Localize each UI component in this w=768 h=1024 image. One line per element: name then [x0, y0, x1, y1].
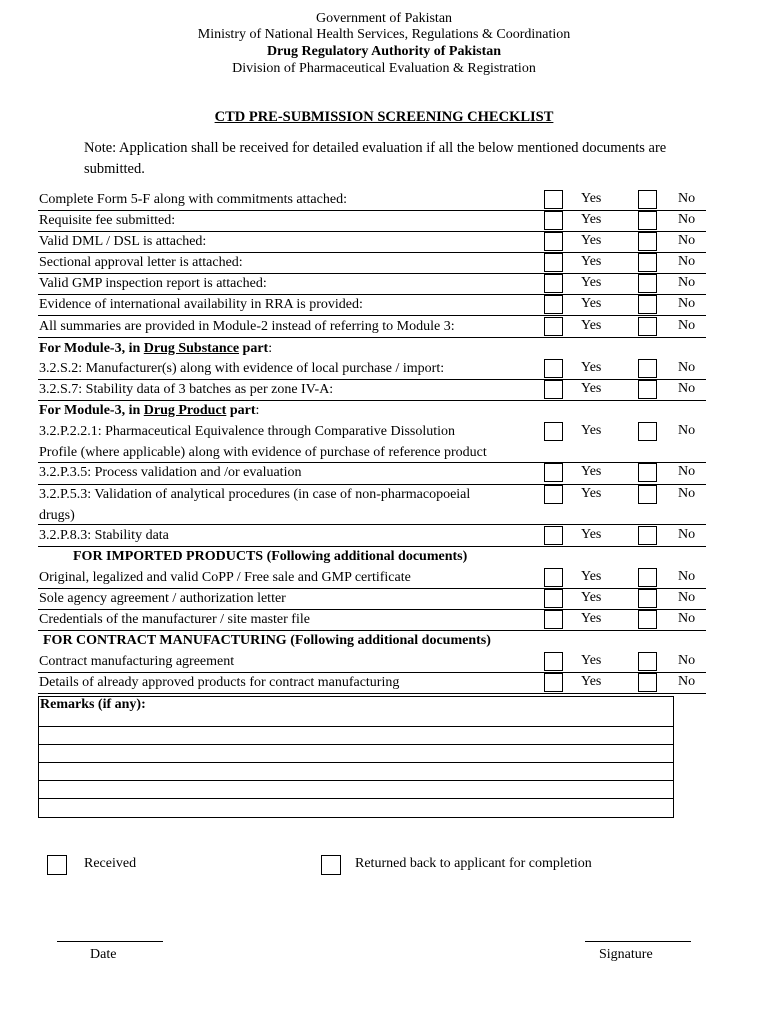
- returned-checkbox[interactable]: [321, 855, 341, 875]
- no-checkbox[interactable]: [638, 274, 657, 293]
- no-label: No: [678, 423, 696, 438]
- returned-label: Returned back to applicant for completion: [355, 856, 592, 871]
- yes-checkbox[interactable]: [544, 359, 563, 378]
- remarks-box[interactable]: [38, 696, 674, 818]
- yes-checkbox[interactable]: [544, 253, 563, 272]
- header-division: Division of Pharmaceutical Evaluation & Registration: [232, 61, 536, 76]
- remarks-label: Remarks (if any):: [40, 697, 146, 712]
- no-checkbox[interactable]: [638, 610, 657, 629]
- item-label-line1: 3.2.P.5.3: Validation of analytical procedures (in case of non-pharmacopoeial: [39, 487, 471, 502]
- item-label: All summaries are provided in Module-2 instead of referring to Module 3:: [39, 319, 455, 334]
- no-label: No: [678, 212, 696, 227]
- yes-checkbox[interactable]: [544, 317, 563, 336]
- remarks-line: [39, 726, 673, 727]
- row-divider: [38, 400, 706, 401]
- yes-checkbox[interactable]: [544, 526, 563, 545]
- yes-label: Yes: [581, 653, 602, 668]
- yes-label: Yes: [581, 296, 602, 311]
- item-label: Complete Form 5-F along with commitments attached:: [39, 192, 347, 207]
- no-label: No: [678, 590, 696, 605]
- row-divider: [38, 524, 706, 525]
- yes-label: Yes: [581, 674, 602, 689]
- section-suffix: part: [239, 341, 269, 356]
- item-label: Details of already approved products for contract manufacturing: [39, 675, 400, 690]
- yes-label: Yes: [581, 254, 602, 269]
- row-divider: [38, 546, 706, 547]
- item-label: Valid DML / DSL is attached:: [39, 234, 207, 249]
- yes-checkbox[interactable]: [544, 190, 563, 209]
- section-colon: :: [268, 341, 273, 356]
- signature-line: [585, 941, 691, 942]
- remarks-line: [39, 780, 673, 781]
- remarks-line: [39, 798, 673, 799]
- no-checkbox[interactable]: [638, 380, 657, 399]
- yes-checkbox[interactable]: [544, 274, 563, 293]
- yes-label: Yes: [581, 464, 602, 479]
- yes-checkbox[interactable]: [544, 211, 563, 230]
- yes-checkbox[interactable]: [544, 652, 563, 671]
- row-divider: [38, 630, 706, 631]
- yes-label: Yes: [581, 590, 602, 605]
- yes-label: Yes: [581, 191, 602, 206]
- no-label: No: [678, 569, 696, 584]
- row-divider: [38, 609, 706, 610]
- item-label: 3.2.S.2: Manufacturer(s) along with evidence of local purchase / import:: [39, 361, 445, 376]
- row-divider: [38, 693, 706, 694]
- no-checkbox[interactable]: [638, 589, 657, 608]
- no-label: No: [678, 486, 696, 501]
- no-label: No: [678, 296, 696, 311]
- item-label: Requisite fee submitted:: [39, 213, 176, 228]
- no-checkbox[interactable]: [638, 359, 657, 378]
- date-label: Date: [90, 947, 117, 962]
- section-prefix: For Module-3, in: [39, 403, 144, 418]
- yes-checkbox[interactable]: [544, 673, 563, 692]
- item-label: [39, 421, 559, 463]
- no-checkbox[interactable]: [638, 211, 657, 230]
- no-label: No: [678, 318, 696, 333]
- item-label: Evidence of international availability in RRA is provided:: [39, 297, 363, 312]
- yes-label: Yes: [581, 527, 602, 542]
- yes-checkbox[interactable]: [544, 610, 563, 629]
- row-divider: [38, 462, 706, 463]
- remarks-line: [39, 762, 673, 763]
- item-label: Sectional approval letter is attached:: [39, 255, 243, 270]
- yes-label: Yes: [581, 381, 602, 396]
- no-label: No: [678, 275, 696, 290]
- no-label: No: [678, 464, 696, 479]
- no-label: No: [678, 653, 696, 668]
- no-checkbox[interactable]: [638, 317, 657, 336]
- item-label: 3.2.S.7: Stability data of 3 batches as per zone IV-A:: [39, 382, 334, 397]
- item-label: [39, 484, 559, 526]
- no-label: No: [678, 360, 696, 375]
- yes-label: Yes: [581, 275, 602, 290]
- received-checkbox[interactable]: [47, 855, 67, 875]
- no-checkbox[interactable]: [638, 190, 657, 209]
- yes-label: Yes: [581, 360, 602, 375]
- no-checkbox[interactable]: [638, 253, 657, 272]
- section-underlined: Drug Product: [143, 403, 227, 418]
- section-suffix: part: [226, 403, 256, 418]
- no-checkbox[interactable]: [638, 295, 657, 314]
- no-checkbox[interactable]: [638, 673, 657, 692]
- yes-checkbox[interactable]: [544, 422, 563, 441]
- yes-label: Yes: [581, 233, 602, 248]
- item-label: Valid GMP inspection report is attached:: [39, 276, 267, 291]
- no-checkbox[interactable]: [638, 652, 657, 671]
- no-label: No: [678, 611, 696, 626]
- item-label: Sole agency agreement / authorization letter: [39, 591, 286, 606]
- row-divider: [38, 231, 706, 232]
- yes-label: Yes: [581, 318, 602, 333]
- row-divider: [38, 315, 706, 316]
- row-divider: [38, 210, 706, 211]
- yes-checkbox[interactable]: [544, 589, 563, 608]
- item-label-line2: Profile (where applicable) along with evidence of purchase of reference product: [39, 445, 487, 460]
- remarks-line: [39, 744, 673, 745]
- item-label: 3.2.P.8.3: Stability data: [39, 528, 169, 543]
- header-government: Government of Pakistan: [315, 11, 453, 26]
- section-prefix: For Module-3, in: [39, 341, 144, 356]
- yes-checkbox[interactable]: [544, 568, 563, 587]
- item-label-line1: 3.2.P.2.2.1: Pharmaceutical Equivalence through Comparative Dissolution: [39, 424, 456, 439]
- no-checkbox[interactable]: [638, 232, 657, 251]
- yes-label: Yes: [581, 486, 602, 501]
- no-checkbox[interactable]: [638, 463, 657, 482]
- yes-label: Yes: [581, 569, 602, 584]
- no-label: No: [678, 381, 696, 396]
- yes-checkbox[interactable]: [544, 295, 563, 314]
- received-label: Received: [84, 856, 137, 871]
- yes-checkbox[interactable]: [544, 463, 563, 482]
- document-title: CTD PRE-SUBMISSION SCREENING CHECKLIST: [214, 109, 554, 125]
- item-label: Original, legalized and valid CoPP / Free sale and GMP certificate: [39, 570, 411, 585]
- row-divider: [38, 588, 706, 589]
- yes-label: Yes: [581, 212, 602, 227]
- no-label: No: [678, 254, 696, 269]
- header-authority: Drug Regulatory Authority of Pakistan: [266, 44, 502, 59]
- header-ministry: Ministry of National Health Services, Regulations & Coordination: [197, 27, 571, 42]
- section-colon: :: [255, 403, 260, 418]
- row-divider: [38, 273, 706, 274]
- note-text: Note: Application shall be received for detailed evaluation if all the below mentioned documents are submitted.: [84, 140, 667, 177]
- yes-label: Yes: [581, 611, 602, 626]
- item-label: 3.2.P.3.5: Process validation and /or evaluation: [39, 465, 302, 480]
- row-divider: [38, 294, 706, 295]
- row-divider: [38, 337, 706, 338]
- row-divider: [38, 484, 706, 485]
- yes-label: Yes: [581, 423, 602, 438]
- section-imported-products: FOR IMPORTED PRODUCTS (Following additional documents): [73, 549, 468, 564]
- no-label: No: [678, 233, 696, 248]
- no-checkbox[interactable]: [638, 485, 657, 504]
- item-label: Credentials of the manufacturer / site master file: [39, 612, 310, 627]
- row-divider: [38, 672, 706, 673]
- no-label: No: [678, 527, 696, 542]
- no-label: No: [678, 191, 696, 206]
- no-checkbox[interactable]: [638, 422, 657, 441]
- row-divider: [38, 379, 706, 380]
- yes-checkbox[interactable]: [544, 380, 563, 399]
- row-divider: [38, 252, 706, 253]
- date-line: [57, 941, 163, 942]
- no-label: No: [678, 674, 696, 689]
- yes-checkbox[interactable]: [544, 232, 563, 251]
- no-checkbox[interactable]: [638, 568, 657, 587]
- yes-checkbox[interactable]: [544, 485, 563, 504]
- section-underlined: Drug Substance: [143, 341, 240, 356]
- signature-label: Signature: [599, 947, 653, 962]
- section-contract-manufacturing: FOR CONTRACT MANUFACTURING (Following additional documents): [43, 633, 491, 648]
- item-label: Contract manufacturing agreement: [39, 654, 235, 669]
- item-label-line2: drugs): [39, 508, 75, 523]
- no-checkbox[interactable]: [638, 526, 657, 545]
